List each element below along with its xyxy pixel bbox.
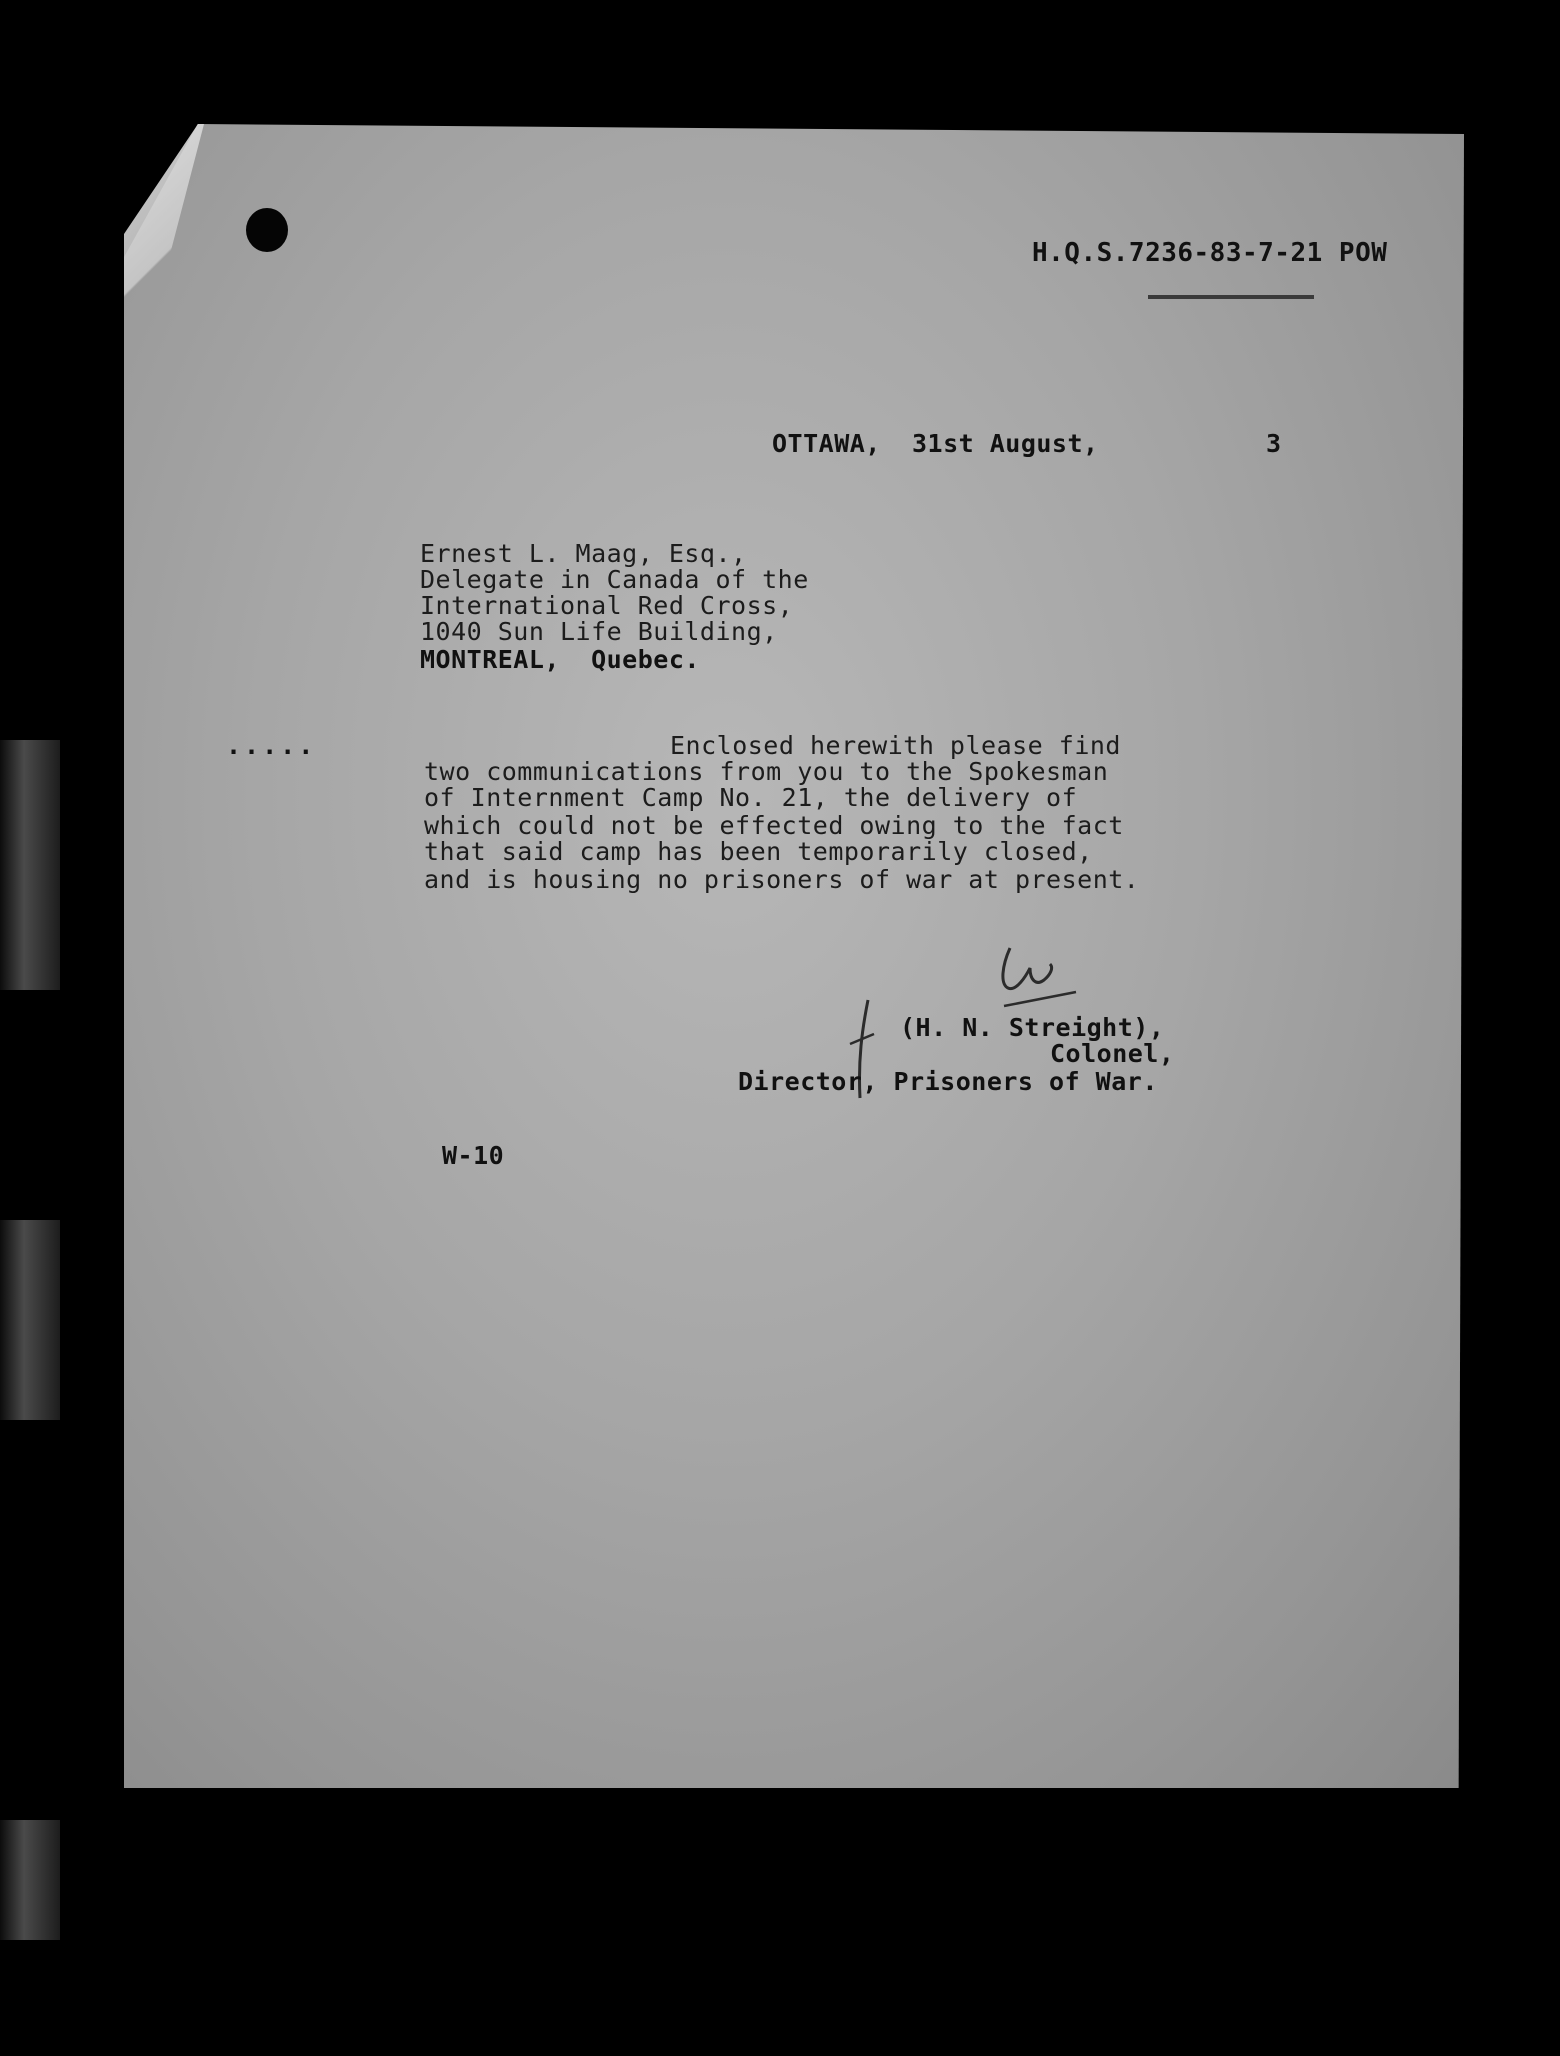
file-code: W-10 bbox=[442, 1141, 505, 1170]
addressee-line: International Red Cross, bbox=[420, 591, 794, 620]
body-line: two communications from you to the Spokesman bbox=[424, 757, 1109, 786]
reference-number: H.Q.S.7236-83-7-21 POW bbox=[1032, 238, 1388, 268]
addressee-line: MONTREAL, Quebec. bbox=[420, 645, 700, 674]
body-line: of Internment Camp No. 21, the delivery of bbox=[424, 783, 1078, 812]
body-line: Enclosed herewith please find bbox=[670, 731, 1121, 760]
signatory-name: (H. N. Streight), bbox=[900, 1013, 1165, 1042]
body-line: which could not be effected owing to the fact bbox=[424, 811, 1124, 840]
body-line: and is housing no prisoners of war at present. bbox=[424, 865, 1140, 894]
signatory-title: Director, Prisoners of War. bbox=[738, 1067, 1158, 1096]
signatory-rank: Colonel, bbox=[1050, 1039, 1175, 1068]
addressee-line: Ernest L. Maag, Esq., bbox=[420, 539, 747, 568]
addressee-line: 1040 Sun Life Building, bbox=[420, 617, 778, 646]
year-fragment: 3 bbox=[1266, 429, 1282, 458]
body-line: that said camp has been temporarily closed, bbox=[424, 837, 1093, 866]
place-date: OTTAWA, 31st August, bbox=[772, 429, 1099, 458]
margin-mark: ..... bbox=[226, 731, 317, 760]
addressee-line: Delegate in Canada of the bbox=[420, 565, 809, 594]
